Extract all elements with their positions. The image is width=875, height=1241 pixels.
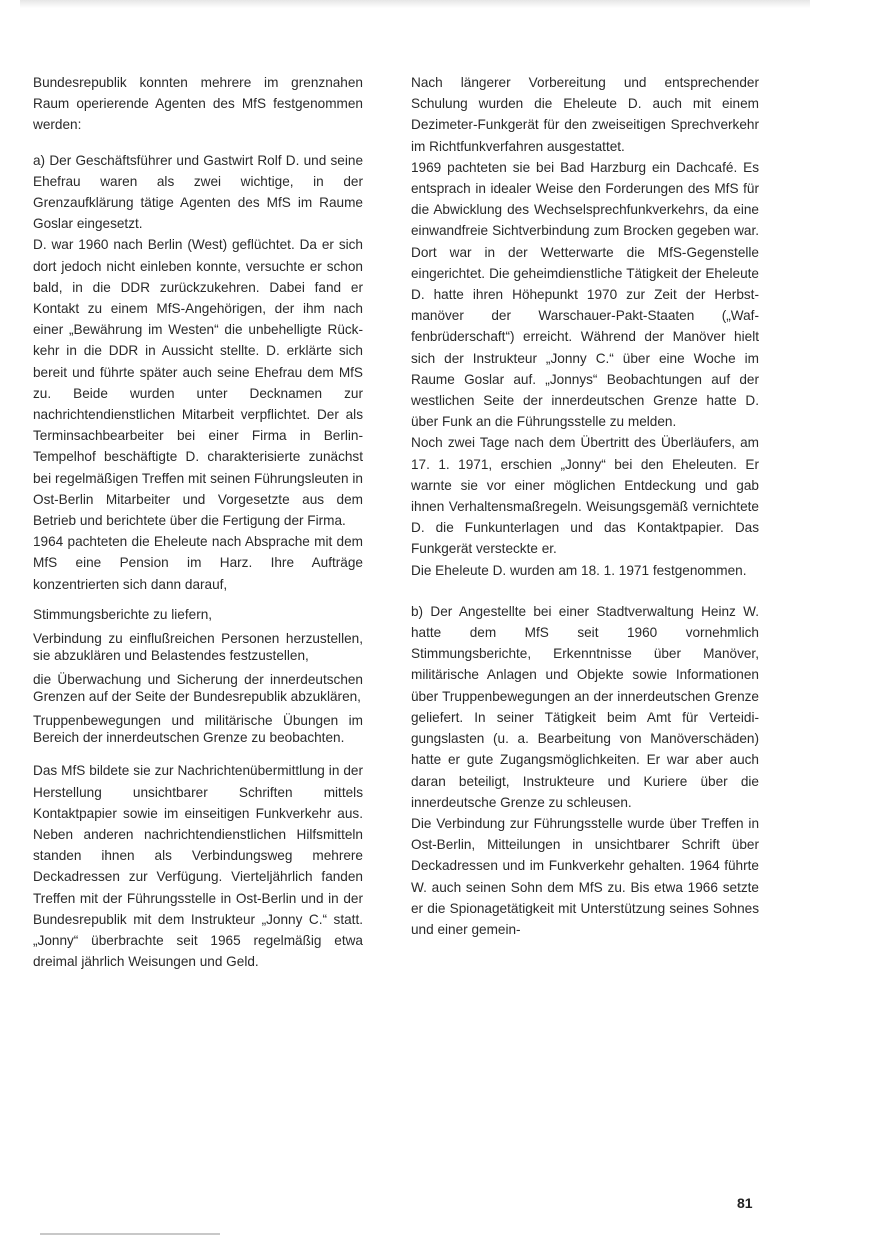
paragraph: b) Der Angestellte bei einer Stadtverwaltung Heinz W. hatte dem MfS seit 1960 vornehmlich Stimmungsberichte, Erkenntnisse über Manöver, militärische Anlagen und Objekte sowie Informationen über Truppenbewegungen an der innerdeutschen Grenze geliefert. In seiner Tätigkeit beim Amt für Verteidigungslasten (u. a. Bearbeitung von Manöverschäden) hatte er gute Zugangsmöglichkeiten. Er war aber auch daran beteiligt, Instrukteure und Kuriere über die innerdeutsche Grenze zu schleusen. (411, 603, 759, 810)
list-item: Verbindung zu einflußreichen Personen herzustellen, sie abzuklären und Belastendes festzustellen, (33, 631, 363, 663)
paragraph: Das MfS bildete sie zur Nachrichtenübermittlung in der Herstellung unsichtbarer Schriften mittels Kontaktpapier sowie im einseitigen Funkverkehr aus. Neben anderen nachrichtendienstlichen Hilfsmitteln standen ihnen als Verbindungsweg mehrere Deckadressen zur Verfügung. Vierteljährlich fanden Treffen mit der Führungsstelle in Ost-Berlin und in der Bundesrepublik mit dem Instrukteur „Jonny C.“ statt. „Jonny“ überbrachte seit 1965 regelmäßig etwa dreimal jährlich Weisungen und Geld. (33, 763, 363, 970)
paragraph: Die Eheleute D. wurden am 18. 1. 1971 festgenommen. (411, 562, 747, 578)
list-item: Truppenbewegungen und militärische Übungen im Bereich der innerdeutschen Grenze zu beobachten. (33, 713, 363, 745)
paragraph: Bundesrepublik konnten mehrere im grenznahen Raum operierende Agenten des MfS festgenommen werden: (33, 75, 363, 133)
left-column (33, 72, 363, 972)
page-number: 81 (737, 1195, 753, 1211)
paragraph: 1969 pachteten sie bei Bad Harzburg ein Dachcafé. Es entsprach in idealer Weise den Forderungen des MfS für die Abwicklung des Wechselsprechfunkverkehrs, da eine einwandfreie Sichtverbindung zum Brocken gegeben war. Dort war in der Wetterwarte die MfS-Gegenstelle eingerichtet. Die geheimdienstliche Tätigkeit der Eheleute D. hatte ihren Höhepunkt 1970 zur Zeit der Herbstmanöver der Warschauer-Pakt-Staaten („Waffenbrüderschaft“) erreicht. Während der Manöver hielt sich der Instrukteur „Jonny C.“ über eine Woche im Raume Goslar auf. „Jonnys“ Beobachtungen auf der westlichen Seite der innerdeutschen Grenze hatte D. über Funk an die Führungsstelle zu melden. (411, 159, 759, 430)
paragraph: 1964 pachteten die Eheleute nach Absprache mit dem MfS eine Pension im Harz. Ihre Aufträge konzentrierten sich dann darauf, (33, 534, 363, 592)
paragraph: D. war 1960 nach Berlin (West) geflüchtet. Da er sich dort jedoch nicht einleben konnte, versuchte er schon bald, in die DDR zurückzukehren. Dabei fand er Kontakt zu einem MfS-Angehörigen, der ihm nach einer „Bewährung im Westen“ die unbehelligte Rückkehr in die DDR in Aussicht stellte. D. erklärte sich bereit und führte später auch seine Ehefrau dem MfS zu. Beide wurden unter Decknamen zur nachrichtendienstlichen Mitarbeit verpflichtet. Der als Terminsachbearbeiter bei einer Firma in Berlin-Tempelhof beschäftigte D. charakterisierte zunächst bei regelmäßigen Treffen mit seinen Führungsleuten in Ost-Berlin Mitarbeiter und Vorgesetzte aus dem Betrieb und berichtete über die Fertigung der Firma. (33, 237, 363, 529)
paragraph: Die Verbindung zur Führungsstelle wurde über Treffen in Ost-Berlin, Mitteilungen in unsichtbarer Schrift über Deckadressen und im Funkverkehr gehalten. 1964 führte W. auch seinen Sohn dem MfS zu. Bis etwa 1966 setzte er die Spionagetätigkeit mit Unterstützung seines Sohnes und einer gemein- (411, 815, 759, 937)
right-column (411, 72, 759, 940)
paragraph: Nach längerer Vorbereitung und entsprechender Schulung wurden die Eheleute D. auch mit einem Dezimeter-Funkgerät für den zweiseitigen Sprechverkehr im Richtfunkverfahren ausgestattet. (411, 75, 759, 154)
list-item: Stimmungsberichte zu liefern, (33, 606, 213, 622)
scan-edge-top (20, 0, 810, 8)
paragraph: Noch zwei Tage nach dem Übertritt des Überläufers, am 17. 1. 1971, erschien „Jonny“ bei den Eheleuten. Er warnte sie vor einer möglichen Entdeckung und gab ihnen Verhaltensmaßregeln. Weisungsgemäß vernichtete D. die Funkunterlagen und das Kontaktpapier. Das Funkgerät versteckte er. (411, 435, 759, 557)
scan-edge-bottom (40, 1233, 220, 1235)
paragraph: a) Der Geschäftsführer und Gastwirt Rolf D. und seine Ehefrau waren als zwei wichtige, in der Grenzaufklärung tätige Agenten des MfS im Raume Goslar eingesetzt. (33, 152, 363, 232)
list-item: die Überwachung und Sicherung der innerdeutschen Grenzen auf der Seite der Bundesrepublik abzuklären, (33, 672, 363, 704)
